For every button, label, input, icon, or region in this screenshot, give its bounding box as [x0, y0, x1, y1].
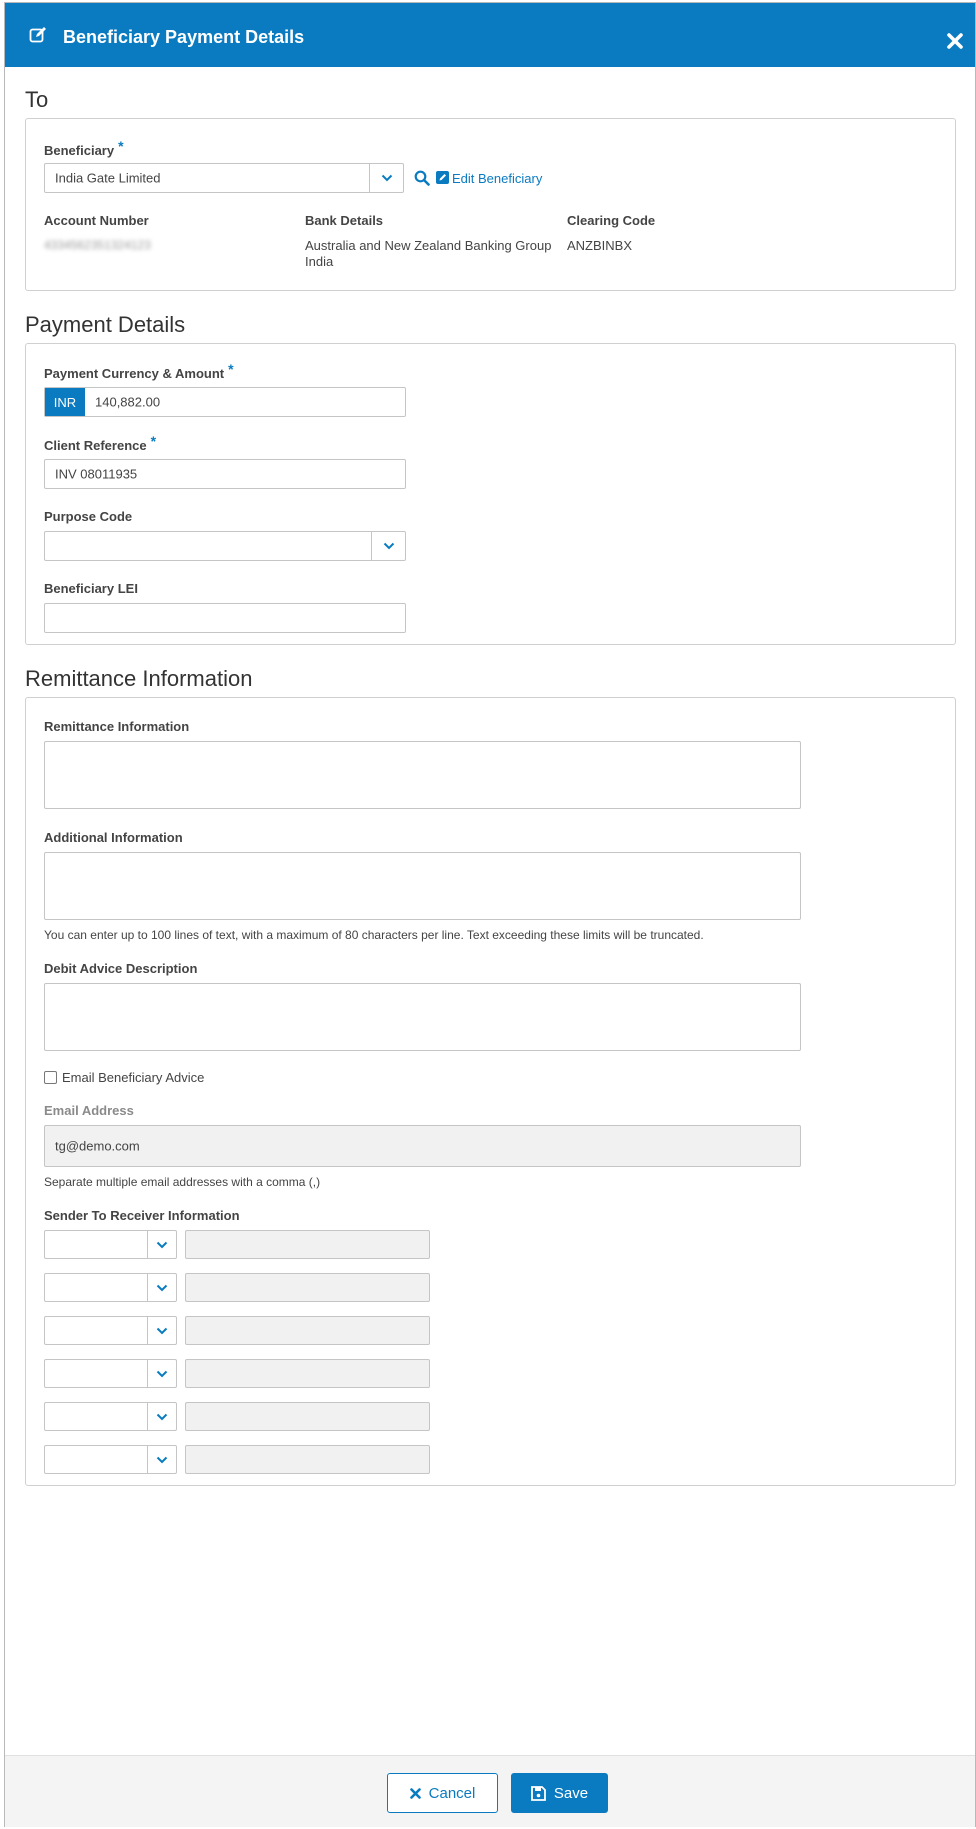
bank-details-line2: India	[305, 254, 334, 269]
remittance-section-box	[25, 697, 956, 1486]
purpose-code-label: Purpose Code	[44, 509, 133, 524]
search-icon[interactable]	[414, 170, 430, 191]
cancel-button[interactable]: Cancel	[387, 1773, 498, 1813]
clearing-code-label: Clearing Code	[567, 213, 656, 228]
email-address-input[interactable]	[44, 1125, 801, 1167]
chevron-down-icon[interactable]	[147, 1274, 176, 1301]
debit-advice-label: Debit Advice Description	[44, 961, 198, 976]
beneficiary-label: Beneficiary *	[44, 138, 124, 158]
email-address-label: Email Address	[44, 1103, 134, 1118]
currency-badge: INR	[45, 388, 85, 416]
clearing-code-value: ANZBINBX	[567, 238, 633, 253]
remittance-info-label: Remittance Information	[44, 719, 190, 734]
save-button[interactable]: Save	[511, 1773, 608, 1813]
purpose-code-select[interactable]	[44, 531, 406, 561]
sender-receiver-label: Sender To Receiver Information	[44, 1208, 240, 1223]
remittance-section-title: Remittance Information	[25, 666, 253, 691]
to-section-title: To	[25, 87, 49, 112]
sender-receiver-text-input[interactable]	[185, 1445, 430, 1474]
email-advice-checkbox[interactable]	[44, 1071, 57, 1084]
email-advice-label: Email Beneficiary Advice	[62, 1070, 205, 1085]
modal-header	[5, 3, 975, 67]
beneficiary-value: India Gate Limited	[55, 170, 161, 186]
to-section-box	[25, 118, 956, 291]
amount-value: 140,882.00	[95, 394, 161, 410]
chevron-down-icon[interactable]	[369, 164, 403, 192]
amount-input[interactable]	[44, 387, 406, 417]
account-number-value: 4334562351324123	[44, 238, 151, 252]
chevron-down-icon[interactable]	[147, 1403, 176, 1430]
payment-section-title: Payment Details	[25, 312, 186, 337]
chevron-down-icon[interactable]	[147, 1231, 176, 1258]
sender-receiver-text-input[interactable]	[185, 1316, 430, 1345]
bank-details-line1: Australia and New Zealand Banking Group	[305, 238, 552, 253]
sender-receiver-code-select[interactable]	[44, 1273, 177, 1302]
chevron-down-icon[interactable]	[147, 1317, 176, 1344]
email-hint: Separate multiple email addresses with a comma (,)	[44, 1175, 321, 1189]
modal-footer	[5, 1755, 975, 1827]
edit-icon	[29, 26, 47, 49]
sender-receiver-code-select[interactable]	[44, 1402, 177, 1431]
sender-receiver-code-select[interactable]	[44, 1230, 177, 1259]
sender-receiver-text-input[interactable]	[185, 1273, 430, 1302]
sender-receiver-text-input[interactable]	[185, 1359, 430, 1388]
chevron-down-icon[interactable]	[371, 532, 405, 560]
close-icon[interactable]	[945, 31, 965, 51]
sender-receiver-code-select[interactable]	[44, 1316, 177, 1345]
edit-beneficiary-link[interactable]: Edit Beneficiary	[436, 171, 542, 186]
client-reference-value: INV 08011935	[55, 466, 138, 482]
sender-receiver-code-select[interactable]	[44, 1359, 177, 1388]
chevron-down-icon[interactable]	[147, 1446, 176, 1473]
debit-advice-textarea[interactable]	[44, 983, 801, 1051]
account-number-label: Account Number	[44, 213, 149, 228]
beneficiary-lei-label: Beneficiary LEI	[44, 581, 138, 596]
client-reference-input[interactable]	[44, 459, 406, 489]
payment-section-box	[25, 343, 956, 645]
save-icon	[531, 1786, 546, 1801]
currency-amount-label: Payment Currency & Amount *	[44, 361, 234, 381]
additional-info-textarea[interactable]	[44, 852, 801, 920]
chevron-down-icon[interactable]	[147, 1360, 176, 1387]
edit-square-icon	[436, 171, 449, 184]
beneficiary-lei-input[interactable]	[44, 603, 406, 633]
email-address-value: tg@demo.com	[55, 1138, 140, 1154]
sender-receiver-text-input[interactable]	[185, 1402, 430, 1431]
payment-details-modal	[4, 2, 976, 1827]
modal-title: Beneficiary Payment Details	[63, 27, 305, 47]
close-icon	[410, 1788, 421, 1799]
sender-receiver-code-select[interactable]	[44, 1445, 177, 1474]
additional-info-hint: You can enter up to 100 lines of text, with a maximum of 80 characters per line. Text exceeding these limits will be truncated.	[44, 928, 704, 942]
sender-receiver-text-input[interactable]	[185, 1230, 430, 1259]
beneficiary-select[interactable]	[44, 163, 404, 193]
client-reference-label: Client Reference *	[44, 433, 157, 453]
bank-details-label: Bank Details	[305, 213, 384, 228]
additional-info-label: Additional Information	[44, 830, 183, 845]
remittance-info-textarea[interactable]	[44, 741, 801, 809]
